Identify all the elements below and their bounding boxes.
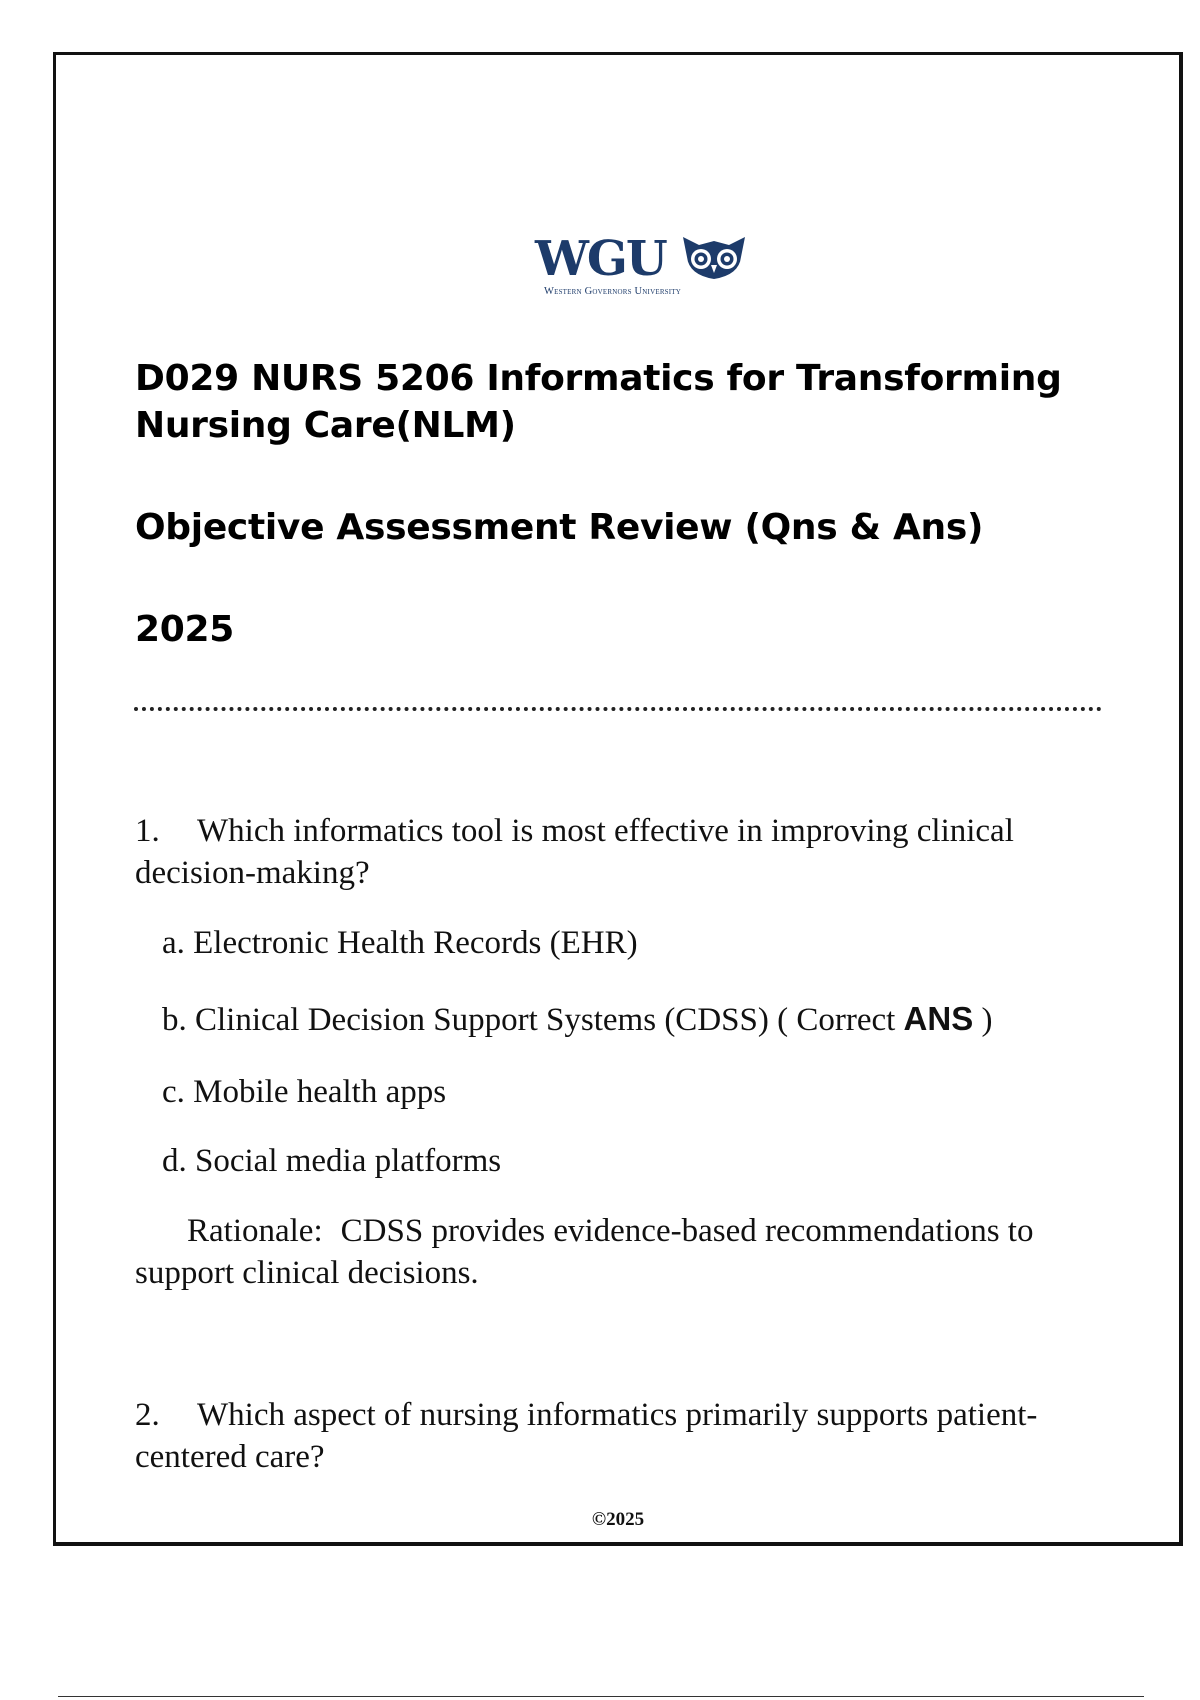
document-year: 2025 [135,609,234,650]
question-number: 1. [135,813,160,849]
option-c: c. Mobile health apps [162,1074,447,1110]
owl-icon [681,235,747,281]
bottom-rule [58,1696,1144,1697]
option-a: a. Electronic Health Records (EHR) [162,925,638,961]
correct-marker-prefix: Correct [796,1002,896,1038]
correct-answer-marker: ANS [903,1000,974,1037]
option-d: d. Social media platforms [162,1143,502,1179]
rationale-text: CDSS provides evidence-based recommendations to support clinical decisions. [135,1213,1034,1291]
question-text: Which aspect of nursing informatics primarily supports patient-centered care? [135,1397,1038,1475]
rationale [135,1210,1095,1294]
question-2 [135,1394,1095,1478]
correct-marker-suffix: ) [981,1002,993,1038]
wgu-logo [535,232,745,304]
logo-wordmark: WGU [535,231,666,287]
logo-subtitle: Western Governors University [544,286,682,297]
section-divider [134,707,1102,711]
footer-copyright: ©2025 [591,1509,645,1530]
document-subtitle: Objective Assessment Review (Qns & Ans) [135,507,984,548]
rationale-label: Rationale: [187,1213,323,1249]
option-b-text: b. Clinical Decision Support Systems (CDSS) ( [162,1002,789,1038]
option-b [162,998,1122,1041]
question-1 [135,810,1095,894]
question-number: 2. [135,1397,160,1433]
document-title: D029 NURS 5206 Informatics for Transforming Nursing Care(NLM) [135,358,1062,446]
question-text: Which informatics tool is most effective in improving clinical decision-making? [135,813,1014,891]
